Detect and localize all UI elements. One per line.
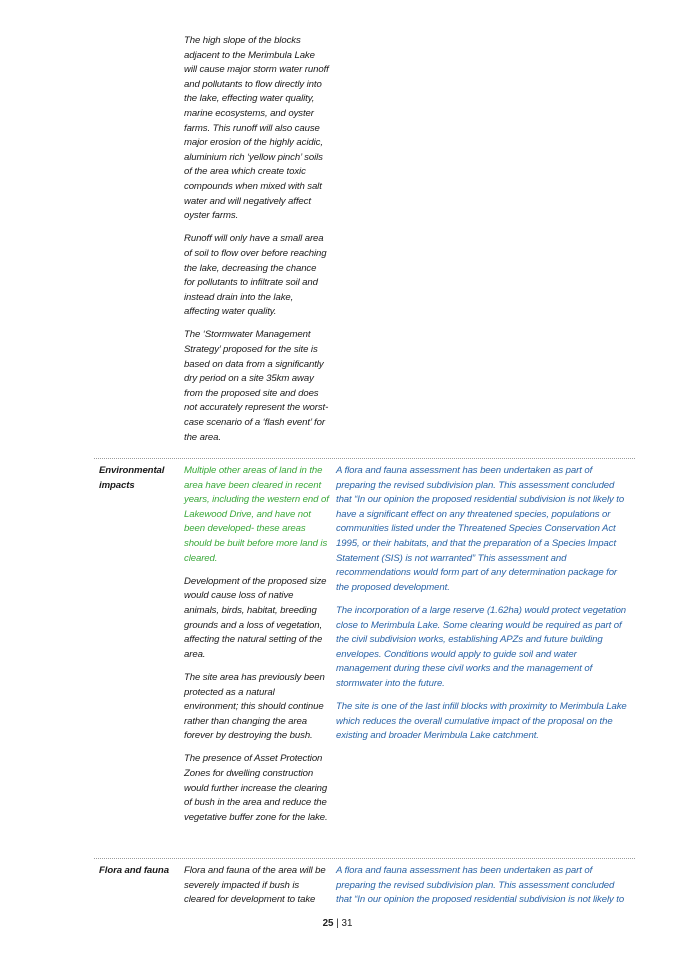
row-flora-responses xyxy=(336,864,632,916)
response-paragraph: A flora and fauna assessment has been undertaken as part of preparing the revised subdivision plan. This assessment concluded that “In our opinion the proposed residential subdivision is not likely to xyxy=(336,865,625,906)
row-stormwater-concerns xyxy=(184,34,329,454)
row-environmental-responses xyxy=(336,464,632,752)
concern-paragraph: Runoff will only have a small area of soil to flow over before reaching the lake, decreasing the chance for pollutants to infiltrate soil and instead drain into the lake, affecting water quality. xyxy=(184,233,327,318)
concern-paragraph: The ‘Stormwater Management Strategy’ proposed for the site is based on data from a significantly dry period on a site 35km away from the proposed site and does not accurately represent the worst-case scenario of a ‘flash event’ for the area. xyxy=(184,329,329,443)
page-separator: | xyxy=(336,918,339,929)
concern-paragraph: The presence of Asset Protection Zones for dwelling construction would further increase the clearing of bush in the area and reduce the vegetative buffer zone for the lake. xyxy=(184,753,328,823)
row-divider xyxy=(94,858,635,859)
page-total: 31 xyxy=(341,918,353,929)
concern-paragraph: The high slope of the blocks adjacent to the Merimbula Lake will cause major storm water runoff and pollutants to flow directly into the lake, effecting water quality, marine ecosystems, and oyster farms. This runoff will also cause major erosion of the highly acidic, aluminium rich ‘yellow pinch’ soils of the area which create toxic compounds when mixed with salt water and will negatively affect oyster farms. xyxy=(184,35,329,222)
row-flora-concerns xyxy=(184,864,329,916)
row-label-environmental-impacts: Environmental impacts xyxy=(99,465,165,491)
concern-paragraph: Development of the proposed size would cause loss of native animals, birds, habitat, breeding grounds and a loss of vegetation, affecting the natural setting of the area. xyxy=(184,575,327,660)
page-footer xyxy=(0,918,675,929)
concern-paragraph-highlighted: Multiple other areas of land in the area have been cleared in recent years, including the western end of Lakewood Drive, and have not been developed- these areas should be built before more land is cleared. xyxy=(184,465,329,564)
row-divider xyxy=(94,458,635,459)
concern-paragraph: Flora and fauna of the area will be severely impacted if bush is cleared for development to take xyxy=(184,865,326,906)
response-paragraph: A flora and fauna assessment has been undertaken as part of preparing the revised subdivision plan. This assessment concluded that “In our opinion the proposed residential subdivision is not likely to have a significant effect on any threatened species, populations or communities listed under the Threatened Species Conservation Act 1995, or their habitats, and that the preparation of a Species Impact Statement (SIS) is not warranted” This assessment and recommendations would form part of any determination package for the proposed development. xyxy=(336,465,625,593)
page-number: 25 xyxy=(322,918,334,929)
row-environmental-concerns xyxy=(184,464,329,834)
concern-paragraph: The site area has previously been protected as a natural environment; this should continue rather than changing the area forever by destroying the bush. xyxy=(184,671,325,742)
response-paragraph: The incorporation of a large reserve (1.62ha) would protect vegetation close to Merimbula Lake. Some clearing would be required as part of the civil subdivision works, establishing APZs and future building envelopes. Conditions would apply to guide soil and water management during these civil works and the management of stormwater into the future. xyxy=(336,604,627,689)
response-paragraph: The site is one of the last infill blocks with proximity to Merimbula Lake which reduces the overall cumulative impact of the proposal on the existing and broader Merimbula Lake catchment. xyxy=(336,701,627,742)
row-label-flora-and-fauna: Flora and fauna xyxy=(99,865,169,876)
